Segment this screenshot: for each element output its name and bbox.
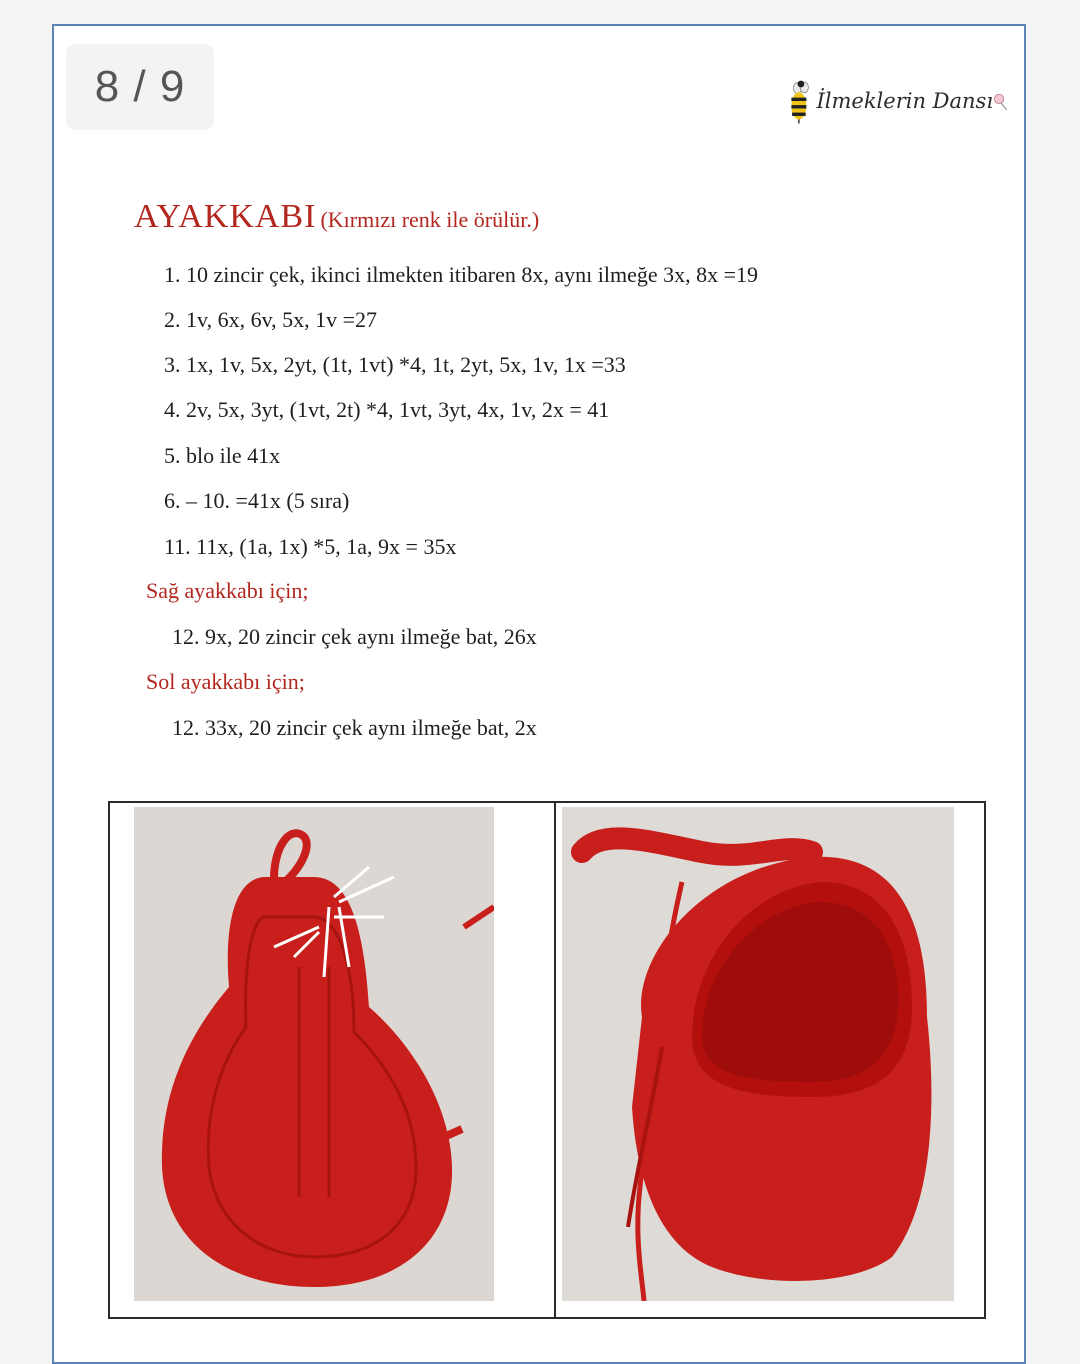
- brand-logo: [788, 66, 1008, 136]
- photo-panel: [108, 801, 986, 1319]
- step-row: 2. 1v, 6x, 6v, 5x, 1v =27: [164, 307, 378, 332]
- title-main: AYAKKABI: [134, 198, 317, 235]
- step-row: 11. 11x, (1a, 1x) *5, 1a, 9x = 35x: [164, 534, 457, 559]
- left-shoe-step: 12. 33x, 20 zincir çek aynı ilmeğe bat, 2x: [172, 715, 537, 740]
- title-subtitle: (Kırmızı renk ile örülür.): [320, 207, 540, 232]
- step-row: 1. 10 zincir çek, ikinci ilmekten itibaren 8x, aynı ilmeğe 3x, 8x =19: [164, 262, 759, 287]
- shoe-photo: [562, 807, 954, 1301]
- step-row: 4. 2v, 5x, 3yt, (1vt, 2t) *4, 1vt, 3yt, 4x, 1v, 2x = 41: [164, 397, 610, 422]
- step-row: 3. 1x, 1v, 5x, 2yt, (1t, 1vt) *4, 1t, 2yt, 5x, 1v, 1x =33: [164, 352, 626, 377]
- logo-text: İlmeklerin Dansı: [816, 89, 994, 113]
- page-counter: 8 / 9: [66, 44, 214, 130]
- left-shoe-label: Sol ayakkabı için;: [146, 669, 305, 694]
- step-row: 6. – 10. =41x (5 sıra): [164, 488, 350, 513]
- sole-photo: [134, 807, 494, 1301]
- bee-icon: [788, 68, 812, 134]
- yarn-needle-icon: [993, 86, 1008, 116]
- section-title: [134, 198, 539, 236]
- photo-divider: [554, 803, 556, 1317]
- right-shoe-label: Sağ ayakkabı için;: [146, 578, 309, 603]
- step-row: 5. blo ile 41x: [164, 443, 281, 468]
- right-shoe-step: 12. 9x, 20 zincir çek aynı ilmeğe bat, 26x: [172, 624, 537, 649]
